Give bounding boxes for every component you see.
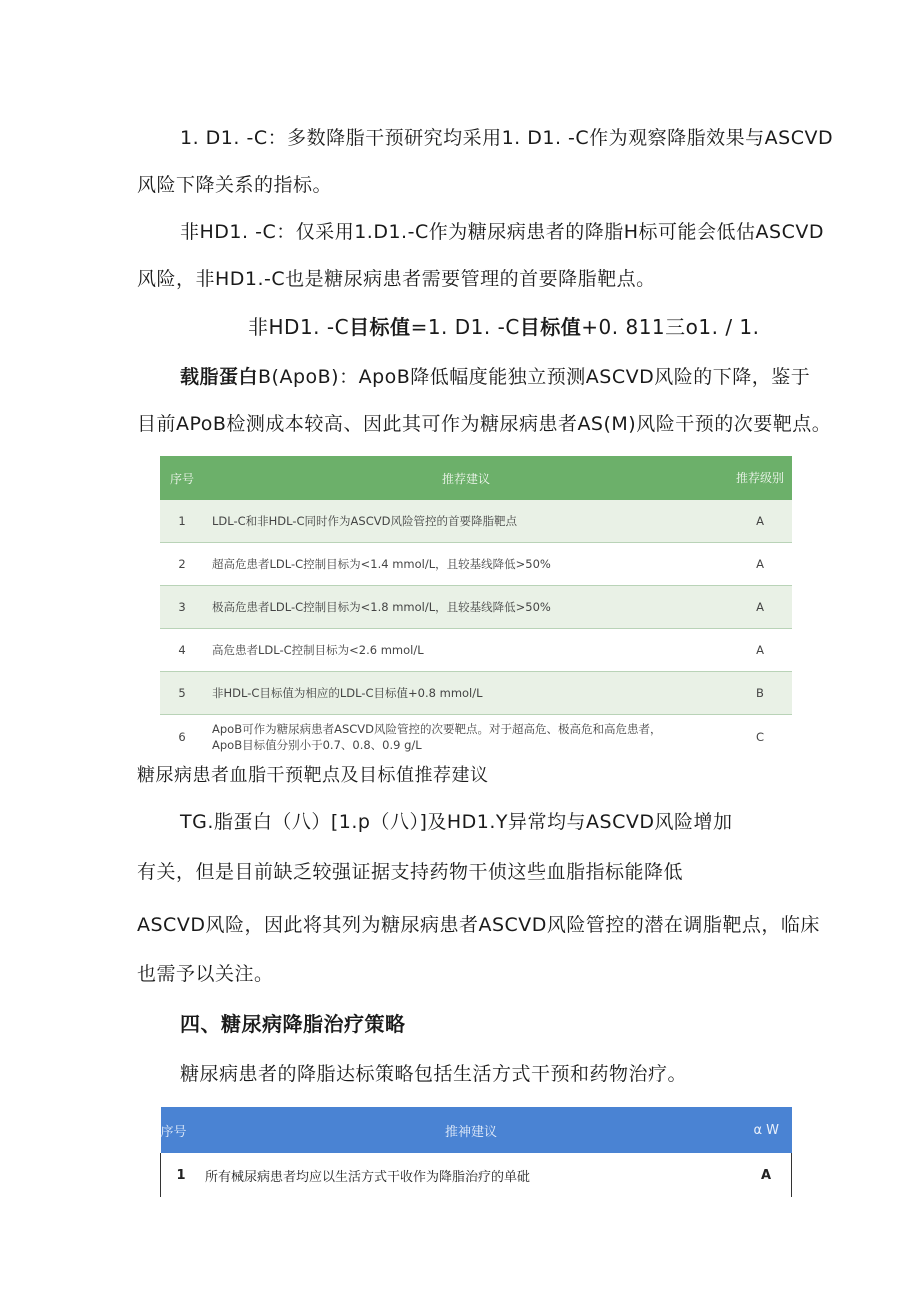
- table1-row5-no: 5: [160, 672, 204, 715]
- paragraph-ldl-line1: 1. D1. -C：多数降脂干预研究均采用1. D1. -C作为观察降脂效果与ASCVD: [180, 127, 834, 149]
- table1-row2-text: 超高危患者LDL-C控制目标为<1.4 mmol/L，且较基线降低>50%: [204, 543, 728, 586]
- table1-row5-text: 非HDL-C目标值为相应的LDL-C目标值+0.8 mmol/L: [204, 672, 728, 715]
- table1-row2-level: A: [728, 543, 792, 586]
- paragraph-nonhdl-line1: 非HD1. -C：仅采用1.D1.-C作为糖尿病患者的降脂H标可能会低估ASCVD: [180, 221, 824, 243]
- table1-row6-no: 6: [178, 730, 186, 744]
- formula-nonhdl-target: [248, 315, 760, 339]
- table2-row1-no: 1: [161, 1153, 202, 1197]
- table-row: [160, 629, 792, 672]
- table1-row2-no: 2: [160, 543, 204, 586]
- table-row: [160, 586, 792, 629]
- table2-header-level: α W: [741, 1107, 792, 1153]
- section-heading-4: 四、糖尿病降脂治疗策略: [180, 1012, 406, 1036]
- table-row: [160, 543, 792, 586]
- table1-row3-no: 3: [160, 586, 204, 629]
- paragraph-apob-line2: 目前APoB检测成本较高、因此其可作为糖尿病患者AS(M)风险干预的次要靶点。: [137, 413, 832, 435]
- formula-part-e: +0. 811三o1. / 1.: [581, 315, 760, 339]
- paragraph-strategy: 糖尿病患者的降脂达标策略包括生活方式干预和药物治疗。: [180, 1063, 688, 1085]
- table1-row6-text-line1: ApoB可作为糖尿病患者ASCVD风险管控的次要靶点。对于超高危、极高危和高危患者，: [212, 722, 662, 736]
- table1-row6-text-line2: ApoB目标值分别小于0.7、0.8、0.9 g/L: [212, 738, 422, 752]
- formula-part-d: 目标值: [519, 315, 582, 339]
- paragraph-tg-line4: 也需予以关注。: [137, 963, 274, 985]
- table1-row3-level: A: [728, 586, 792, 629]
- table1-header-recommendation: 推荐建议: [204, 456, 728, 500]
- table-row: [160, 500, 792, 543]
- table1-row1-level: A: [728, 500, 792, 543]
- apob-term: 载脂蛋白: [180, 366, 259, 388]
- paragraph-tg-line3: ASCVD风险，因此将其列为糖尿病患者ASCVD风险管控的潜在调脂靶点，临床: [137, 914, 820, 936]
- formula-part-c: =1. D1. -C: [410, 315, 520, 339]
- table-row: [160, 672, 792, 715]
- table1-caption: 糖尿病患者血脂干预靶点及目标值推荐建议: [137, 765, 489, 786]
- table1-header-no: 序号: [160, 456, 204, 500]
- formula-part-a: 非HD1. -C: [248, 315, 350, 339]
- table1-row4-text: 高危患者LDL-C控制目标为<2.6 mmol/L: [204, 629, 728, 672]
- table2-header-recommendation: 推神建议: [201, 1107, 741, 1153]
- table1-row1-text: LDL-C和非HDL-C同时作为ASCVD风险管控的首要降脂靶点: [204, 500, 728, 543]
- lifestyle-recommendation-table: [160, 1107, 792, 1197]
- table1-row1-no: 1: [160, 500, 204, 543]
- lipid-target-recommendation-table: [160, 456, 792, 759]
- table1-row3-text: 极高危患者LDL-C控制目标为<1.8 mmol/L，且较基线降低>50%: [204, 586, 728, 629]
- paragraph-nonhdl-line2: 风险，非HD1.-C也是糖尿病患者需要管理的首要降脂靶点。: [137, 268, 656, 290]
- paragraph-apob-line1: [180, 365, 810, 389]
- table1-row6-level: C: [755, 730, 765, 744]
- table2-header-no: 序号: [161, 1107, 202, 1153]
- table-row: [160, 715, 792, 760]
- paragraph-ldl-line2: 风险下降关系的指标。: [137, 174, 333, 196]
- formula-part-b: 目标值: [349, 315, 411, 339]
- paragraph-tg-line1: TG.脂蛋白（八）[1.p（八）]及HD1.Y异常均与ASCVD风险增加: [180, 811, 733, 833]
- table-row: [161, 1153, 792, 1197]
- table1-row4-no: 4: [160, 629, 204, 672]
- apob-text: B(ApoB)：ApoB降低幅度能独立预测ASCVD风险的下降，鉴于: [258, 366, 811, 388]
- table1-row4-level: A: [728, 629, 792, 672]
- table2-row1-text: 所有械尿病患者均应以生活方式干收作为降脂治疗的单砒: [205, 1169, 531, 1185]
- table2-row1-level: A: [741, 1153, 792, 1197]
- table2-header-row: [161, 1107, 792, 1153]
- table1-header-row: [160, 456, 792, 500]
- table1-header-level: 推荐级别: [728, 456, 792, 500]
- table1-row5-level: B: [728, 672, 792, 715]
- table1-row6-text: [204, 715, 728, 760]
- paragraph-tg-line2: 有关，但是目前缺乏较强证据支持药物干侦这些血脂指标能降低: [137, 861, 684, 883]
